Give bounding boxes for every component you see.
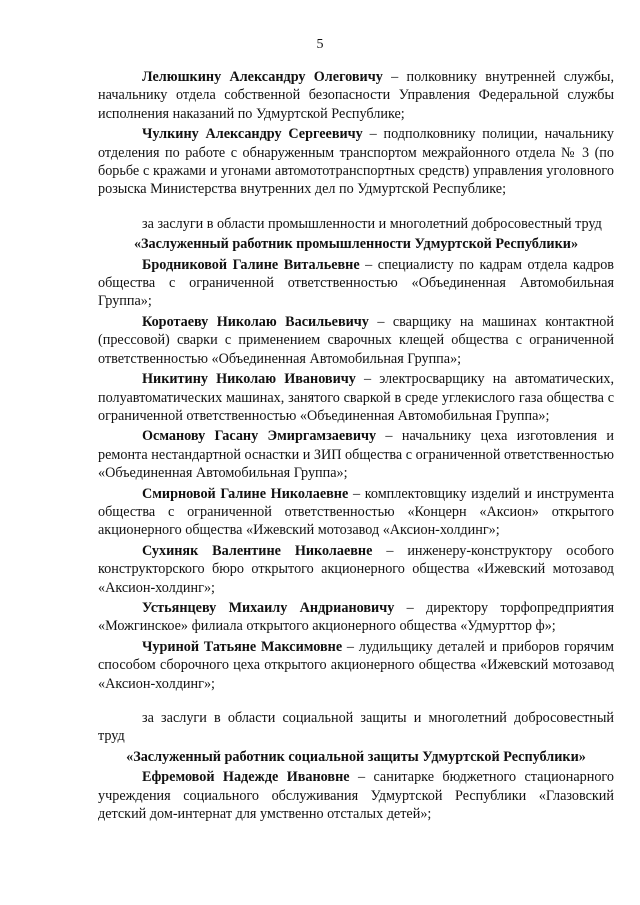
entry-text: – начальнику цеха изготовления и ремонта нестандартной оснастки и ЗИП общества с ограниченной ответственностью «Объединенная Автомобильная Группа»; [98, 428, 614, 482]
intro-paragraph: за заслуги в области социальной защиты и многолетний добросовестный труд [98, 710, 614, 745]
person-name: Смирновой Галине Николаевне [142, 485, 349, 502]
section-heading: «Заслуженный работник социальной защиты Удмуртской Республики» [126, 748, 586, 765]
person-name: Османову Гасану Эмиргамзаевичу [142, 428, 377, 445]
person-name: Устьянцеву Михаилу Андриановичу [142, 599, 395, 616]
person-name: Чуриной Татьяне Максимовне [142, 638, 343, 655]
entry-text: – подполковнику полиции, начальнику отделения по работе с обнаруженным транспортом межрайонного отдела № 3 (по борьбе с кражами и угонами автомототранспортных средств) управления уголовного розыска Министерства внутренних дел по Удмуртской Республике; [98, 126, 615, 198]
award-entry [98, 370, 614, 425]
award-entry [98, 313, 614, 368]
award-entry [98, 599, 614, 636]
entry-text: – сварщику на машинах контактной (прессовой) сварки с применением сварочных клещей общества с ограниченной ответственностью «Объединенная Автомобильная Группа»; [98, 313, 614, 367]
award-entry [98, 485, 614, 540]
page-number: 5 [316, 37, 324, 52]
award-entry [98, 638, 614, 693]
person-name: Никитину Николаю Ивановичу [142, 371, 356, 388]
person-name: Ефремовой Надежде Ивановне [142, 769, 350, 786]
document-body [98, 68, 614, 825]
person-name: Коротаеву Николаю Васильевичу [142, 313, 369, 330]
entry-text: – директору торфопредприятия «Можгинское» филиала открытого акционерного общества «Удмурттор ф»; [98, 599, 615, 635]
entry-text: – инженеру-конструктору особого конструкторского бюро открытого акционерного общества «Ижевский мотозавод «Аксион-холдинг»; [98, 542, 614, 596]
entry-text: – электросварщику на автоматических, полуавтоматических машинах, занятого сваркой в среде углекислого газа общества с ограниченной ответственностью «Объединенная Автомобильная Группа»; [98, 371, 615, 424]
award-entry [98, 68, 614, 123]
intro-paragraph: за заслуги в области промышленности и многолетний добросовестный труд [142, 215, 602, 232]
award-entry [98, 542, 614, 597]
award-entry [98, 427, 614, 482]
award-entry [98, 125, 614, 199]
person-name: Лелюшкину Александру Олеговичу [142, 69, 383, 85]
entry-text: – лудильщику деталей и приборов горячим способом сборочного цеха открытого акционерного общества «Ижевский мотозавод «Аксион-холдинг»; [98, 638, 614, 692]
award-entry [98, 768, 614, 823]
person-name: Чулкину Александру Сергеевичу [142, 126, 363, 143]
section-heading: «Заслуженный работник промышленности Удмуртской Республики» [133, 236, 579, 253]
entry-text: – полковнику внутренней службы, начальнику отдела собственной безопасности Управления Федеральной службы исполнения наказаний по Удмуртской Республике; [98, 69, 614, 122]
person-name: Бродниковой Галине Витальевне [142, 256, 360, 273]
entry-text: – комплектовщику изделий и инструмента общества с ограниченной ответственностью «Концерн «Аксион» открытого акционерного общества «Ижевский мотозавод «Аксион-холдинг»; [98, 485, 614, 539]
entry-text: – специалисту по кадрам отдела кадров общества с ограниченной ответственностью «Объединенная Автомобильная Группа»; [98, 256, 614, 310]
person-name: Сухиняк Валентине Николаевне [142, 542, 373, 559]
entry-text: – санитарке бюджетного стационарного учреждения социального обслуживания Удмуртской Республики «Глазовский детский дом-интернат для умственно отсталых детей»; [98, 769, 614, 823]
award-entry [98, 256, 614, 311]
